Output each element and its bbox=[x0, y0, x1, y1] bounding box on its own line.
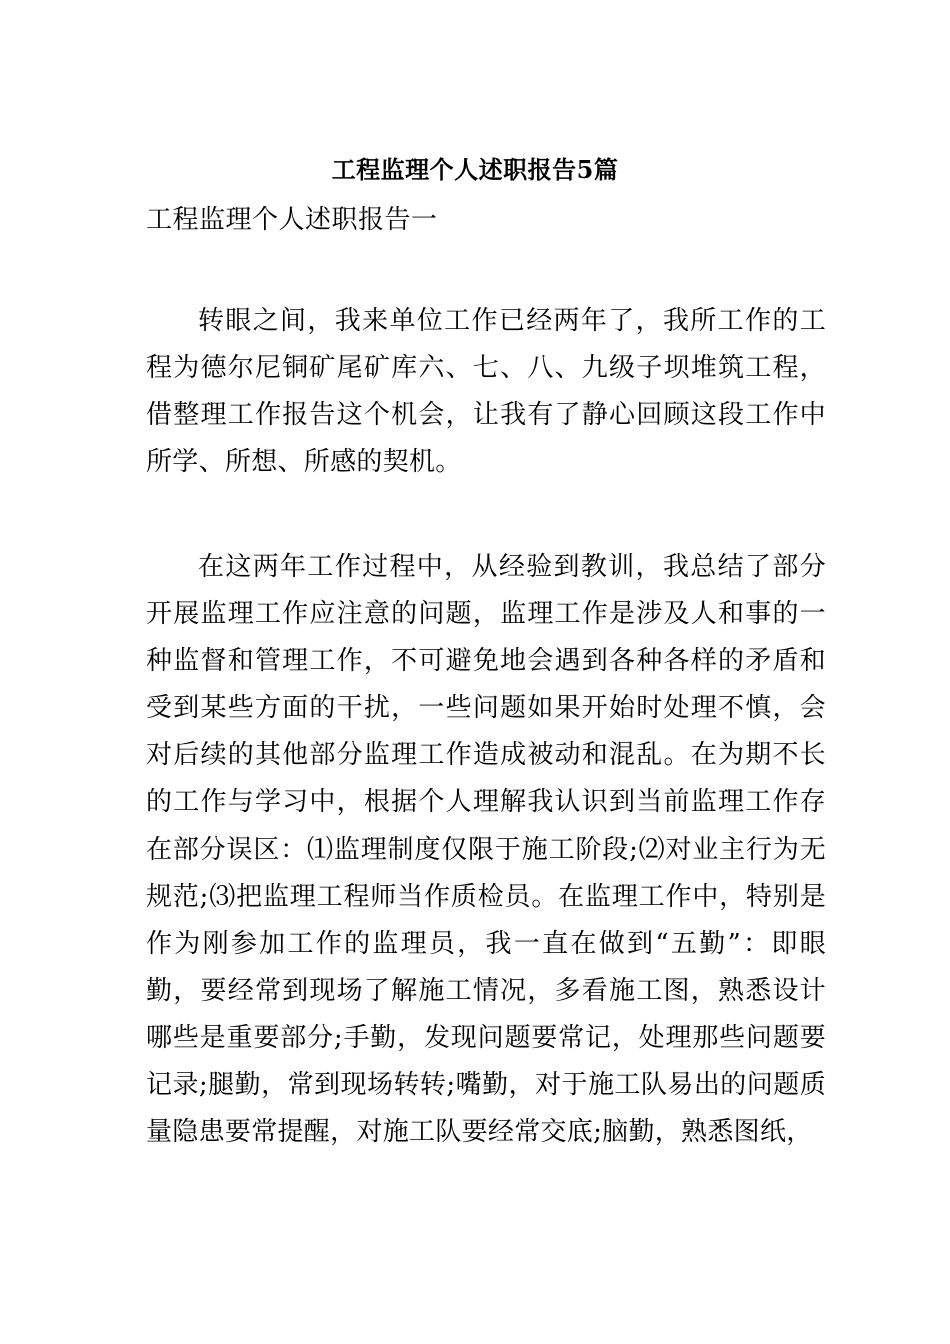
body-paragraph: 在这两年工作过程中，从经验到教训，我总结了部分开展监理工作应注意的问题，监理工作是涉及人和事的一种监督和管理工作，不可避免地会遇到各种各样的矛盾和受到某些方面的干扰，一些问题如果开始时处理不慎，会对后续的其他部分监理工作造成被动和混乱。在为期不长的工作与学习中，根据个人理解我认识到当前监理工作存在部分误区：⑴监理制度仅限于施工阶段;⑵对业主行为无规范;⑶把监理工程师当作质检员。在监理工作中，特别是作为刚参加工作的监理员，我一直在做到“五勤”：即眼勤，要经常到现场了解施工情况，多看施工图，熟悉设计哪些是重要部分;手勤，发现问题要常记，处理那些问题要记录;腿勤，常到现场转转;嘴勤，对于施工队易出的问题质量隐患要常提醒，对施工队要经常交底;脑勤，熟悉图纸， bbox=[146, 552, 826, 1148]
section-heading: 工程监理个人述职报告一 bbox=[146, 205, 438, 235]
document-title: 工程监理个人述职报告5篇 bbox=[331, 155, 619, 184]
body-paragraph: 转眼之间，我来单位工作已经两年了，我所工作的工程为德尔尼铜矿尾矿库六、七、八、九级子坝堆筑工程，借整理工作报告这个机会，让我有了静心回顾这段工作中所学、所想、所感的契机。 bbox=[146, 306, 826, 478]
